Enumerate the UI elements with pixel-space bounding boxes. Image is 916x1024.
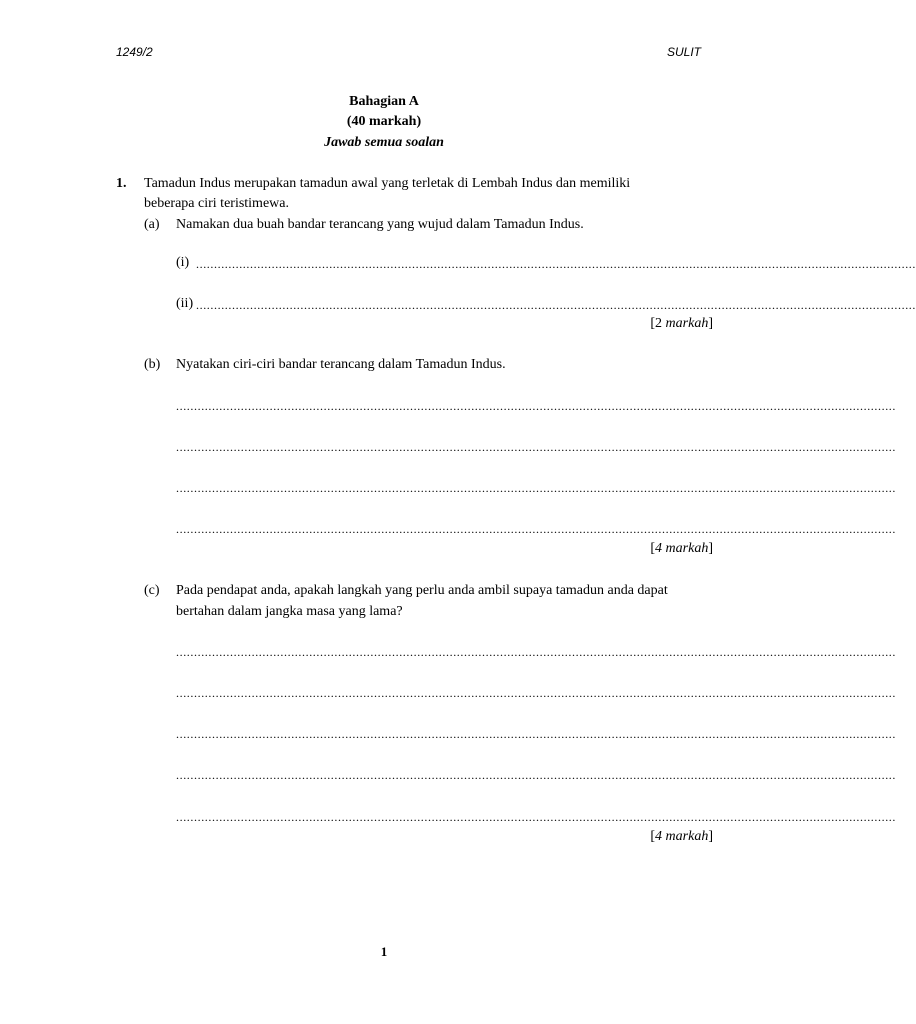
part-c-text-line1: Pada pendapat anda, apakah langkah yang perlu anda ambil supaya tamadun anda dapat [176,583,668,598]
part-a-marks: [2 markah] [650,316,713,331]
part-b-marks: [4 markah] [650,541,713,556]
section-instruction: Jawab semua soalan [324,135,444,150]
answer-line-c-4[interactable]: ........................................................................................................................................................................................................ [176,768,896,782]
part-c-marks: [4 markah] [650,829,713,844]
classification-label: SULIT [667,45,702,59]
section-marks: (40 markah) [346,114,422,129]
part-a-text: Namakan dua buah bandar terancang yang wujud dalam Tamadun Indus. [176,217,584,232]
part-a-item-ii-label: (ii) [176,296,194,311]
part-c-label: (c) [144,583,160,598]
part-c-text-line2: bertahan dalam jangka masa yang lama? [176,604,403,619]
answer-line-c-1[interactable]: ........................................................................................................................................................................................................ [176,645,896,659]
answer-line-b-3[interactable]: ........................................................................................................................................................................................................ [176,481,896,495]
part-a-item-i-label: (i) [176,255,190,270]
answer-line-b-2[interactable]: ........................................................................................................................................................................................................ [176,440,896,454]
section-title: Bahagian A [349,94,419,109]
question-stem-line2: beberapa ciri teristimewa. [144,196,289,211]
part-b-text: Nyatakan ciri-ciri bandar terancang dalam Tamadun Indus. [176,357,506,372]
part-a-label: (a) [144,217,160,232]
answer-line-c-3[interactable]: ........................................................................................................................................................................................................ [176,727,896,741]
answer-line-a-ii[interactable]: ........................................................................................................................................................................................................ [196,298,916,312]
part-b-label: (b) [144,357,161,372]
answer-line-b-1[interactable]: ........................................................................................................................................................................................................ [176,399,896,413]
page-number: 1 [380,944,388,959]
answer-line-c-5[interactable]: ........................................................................................................................................................................................................ [176,810,896,824]
answer-line-c-2[interactable]: ........................................................................................................................................................................................................ [176,686,896,700]
paper-code: 1249/2 [116,45,153,59]
question-stem-line1: Tamadun Indus merupakan tamadun awal yang terletak di Lembah Indus dan memiliki [144,176,631,191]
question-number: 1. [116,176,127,191]
answer-line-b-4[interactable]: ........................................................................................................................................................................................................ [176,522,896,536]
answer-line-a-i[interactable]: ........................................................................................................................................................................................................ [196,257,916,271]
